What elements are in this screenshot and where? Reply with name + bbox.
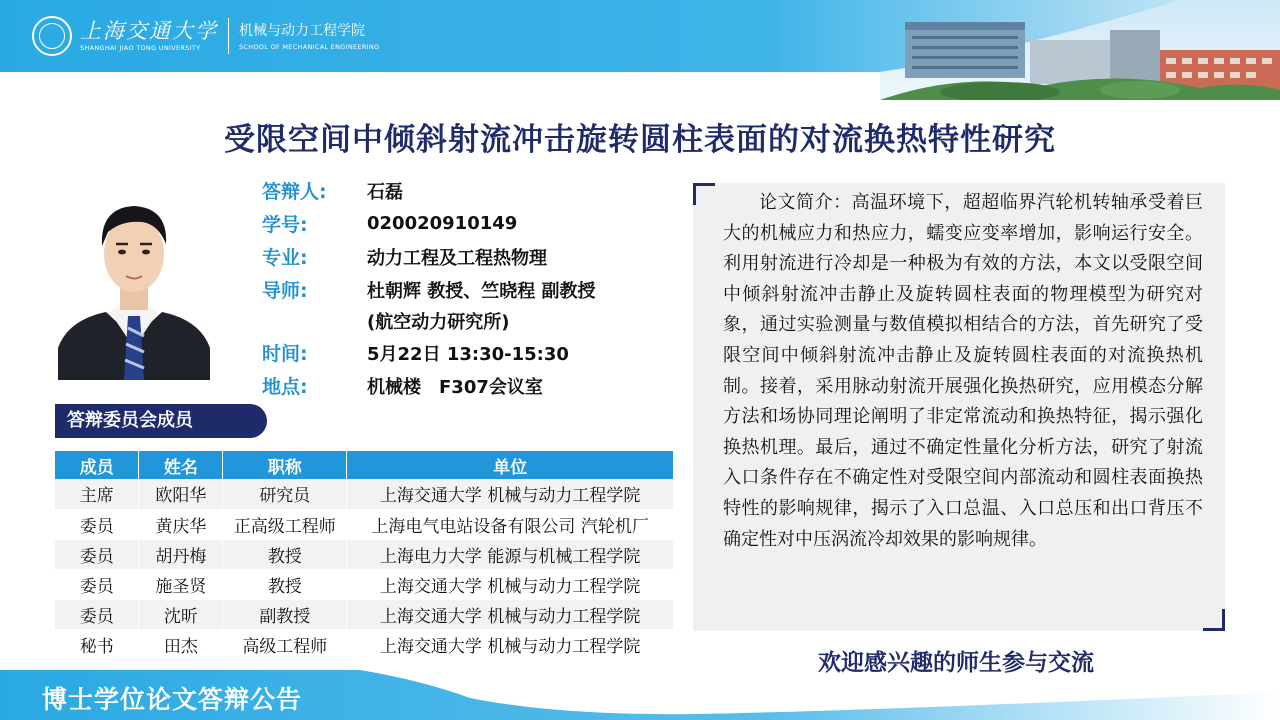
member-role: 主席 xyxy=(55,479,139,509)
major-label: 专业: xyxy=(262,247,308,269)
school-name-cn: 机械与动力工程学院 xyxy=(239,23,365,39)
student-id-label: 学号: xyxy=(262,214,308,236)
university-name-cn: 上海交通大学 xyxy=(80,19,218,43)
candidate-info xyxy=(262,174,682,402)
info-row-advisor xyxy=(262,273,682,306)
member-role: 委员 xyxy=(55,509,139,539)
announcement-title: 博士学位论文答辩公告 xyxy=(42,685,303,714)
info-row-place xyxy=(262,369,682,402)
table-row xyxy=(55,629,674,659)
candidate-photo xyxy=(58,188,210,380)
corner-bracket-bottom-right xyxy=(1203,609,1225,631)
abstract-text: 论文简介：高温环境下，超超临界汽轮机转轴承受着巨大的机械应力和热应力，蠕变应变率增加，影响运行安全。利用射流进行冷却是一种极为有效的方法，本文以受限空间中倾斜射流冲击静止及旋转圆柱表面的物理模型为研究对象，通过实验测量与数值模拟相结合的方法，首先研究了受限空间中倾斜射流冲击静止及旋转圆柱表面的对流换热机制。接着，采用脉动射流开展强化换热研究，应用模态分解方法和场协同理论阐明了非定常流动和换热特征，揭示强化换热机理。最后，通过不确定性量化分析方法，研究了射流入口条件存在不确定性对受限空间内部流动和圆柱表面换热特性的影响规律，揭示了入口总温、入口总压和出口背压不确定性对中压涡流冷却效果的影响规律。 xyxy=(723,192,1203,550)
table-row xyxy=(55,509,674,539)
member-name: 胡丹梅 xyxy=(139,539,223,569)
table-row xyxy=(55,599,674,629)
student-id-value: 020020910149 xyxy=(367,213,518,234)
table-row xyxy=(55,569,674,599)
university-name-en: SHANGHAI JIAO TONG UNIVERSITY xyxy=(80,44,201,52)
column-header-affiliation: 单位 xyxy=(347,451,674,479)
logo-divider xyxy=(228,18,229,54)
defender-value: 石磊 xyxy=(367,181,403,203)
time-value: 5月22日 13:30-15:30 xyxy=(367,343,569,365)
school-name xyxy=(239,20,379,52)
advisor-label: 导师: xyxy=(262,280,308,302)
column-header-role: 成员 xyxy=(55,451,139,479)
member-title: 高级工程师 xyxy=(223,629,347,659)
column-header-title: 职称 xyxy=(223,451,347,479)
member-role: 秘书 xyxy=(55,629,139,659)
column-header-name: 姓名 xyxy=(139,451,223,479)
advisor-value: 杜朝辉 教授、竺晓程 副教授 xyxy=(367,280,596,302)
header-banner xyxy=(0,0,1280,100)
member-title: 教授 xyxy=(223,539,347,569)
table-row xyxy=(55,539,674,569)
member-title: 教授 xyxy=(223,569,347,599)
member-name: 沈昕 xyxy=(139,599,223,629)
person-portrait-icon xyxy=(58,188,210,380)
info-row-advisor-affiliation xyxy=(262,306,682,336)
university-name xyxy=(80,19,218,53)
member-role: 委员 xyxy=(55,599,139,629)
member-affiliation: 上海电力大学 能源与机械工程学院 xyxy=(347,539,674,569)
info-row-time xyxy=(262,336,682,369)
table-row xyxy=(55,479,674,509)
defender-label: 答辩人: xyxy=(262,181,327,203)
time-label: 时间: xyxy=(262,343,308,365)
member-name: 田杰 xyxy=(139,629,223,659)
committee-table xyxy=(55,451,674,660)
member-name: 黄庆华 xyxy=(139,509,223,539)
university-logo xyxy=(32,14,379,58)
school-name-en: SCHOOL OF MECHANICAL ENGINEERING xyxy=(239,43,380,51)
member-affiliation: 上海电气电站设备有限公司 汽轮机厂 xyxy=(347,509,674,539)
member-title: 副教授 xyxy=(223,599,347,629)
info-row-student-id xyxy=(262,207,682,240)
member-role: 委员 xyxy=(55,539,139,569)
place-label: 地点: xyxy=(262,376,308,398)
major-value: 动力工程及工程热物理 xyxy=(367,247,547,269)
welcome-message: 欢迎感兴趣的师生参与交流 xyxy=(818,650,1094,676)
thesis-title: 受限空间中倾斜射流冲击旋转圆柱表面的对流换热特性研究 xyxy=(224,122,1056,158)
member-title: 研究员 xyxy=(223,479,347,509)
member-role: 委员 xyxy=(55,569,139,599)
member-affiliation: 上海交通大学 机械与动力工程学院 xyxy=(347,569,674,599)
corner-bracket-top-left xyxy=(693,183,715,205)
info-row-major xyxy=(262,240,682,273)
member-name: 施圣贤 xyxy=(139,569,223,599)
advisor-affiliation: (航空动力研究所) xyxy=(367,312,510,333)
place-value: 机械楼 F307会议室 xyxy=(367,376,543,398)
member-affiliation: 上海交通大学 机械与动力工程学院 xyxy=(347,479,674,509)
committee-table-header xyxy=(55,451,674,479)
member-affiliation: 上海交通大学 机械与动力工程学院 xyxy=(347,629,674,659)
member-affiliation: 上海交通大学 机械与动力工程学院 xyxy=(347,599,674,629)
info-row-defender xyxy=(262,174,682,207)
university-seal-icon xyxy=(32,16,72,56)
committee-heading: 答辩委员会成员 xyxy=(55,404,267,438)
member-name: 欧阳华 xyxy=(139,479,223,509)
member-title: 正高级工程师 xyxy=(223,509,347,539)
